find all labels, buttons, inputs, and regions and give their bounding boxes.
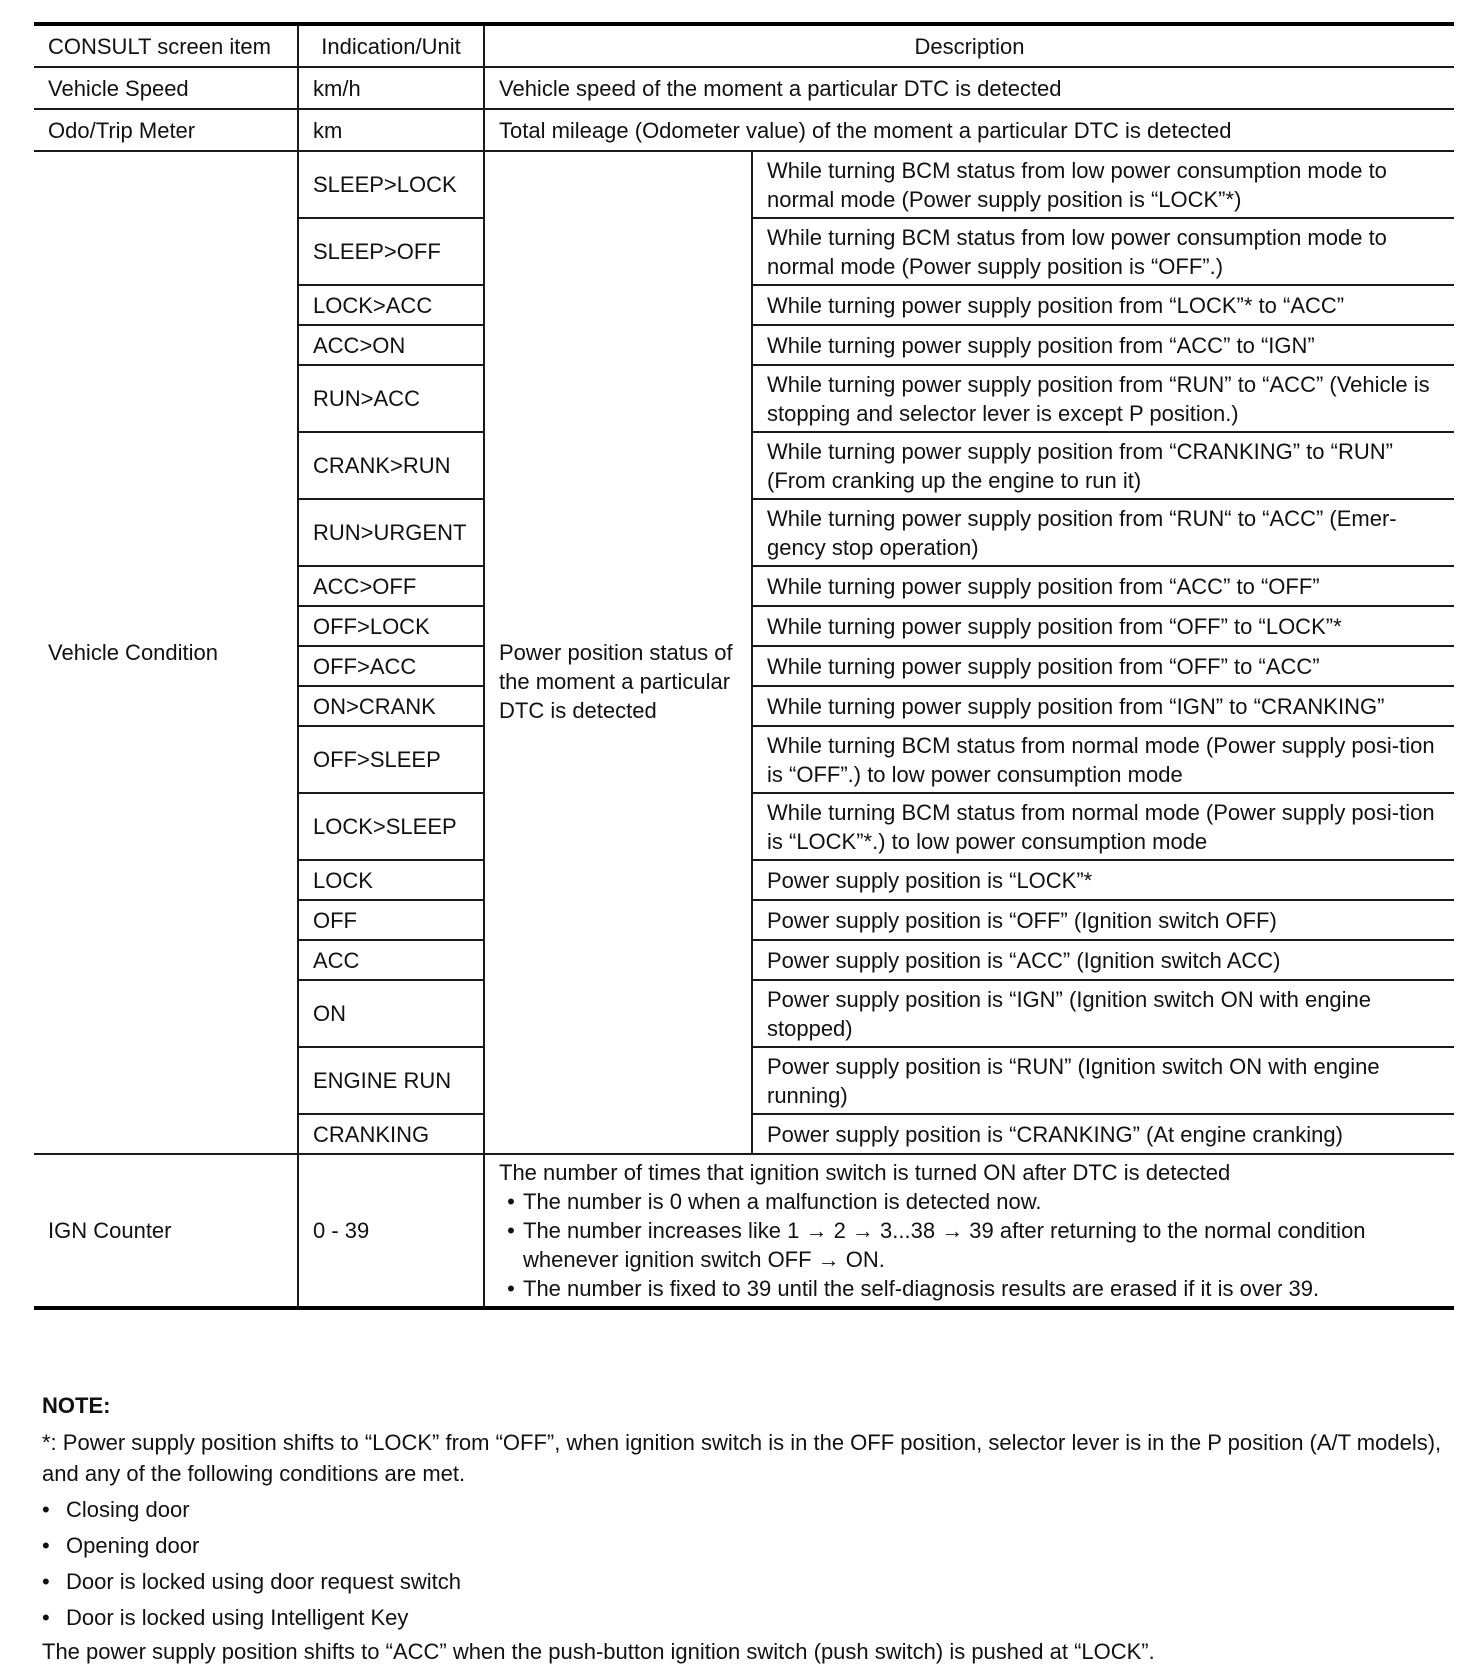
vehicle-speed-item: Vehicle Speed	[34, 67, 298, 109]
bullet-icon: •	[507, 1276, 515, 1301]
vehicle-condition-description: While turning power supply position from “OFF” to “LOCK”*	[752, 606, 1454, 646]
bullet-icon: •	[42, 1605, 50, 1630]
vehicle-condition-state: RUN>URGENT	[298, 499, 484, 566]
list-item	[499, 1274, 1440, 1303]
vehicle-condition-item: Vehicle Condition	[34, 151, 298, 1154]
vehicle-condition-description: While turning power supply position from “CRANKING” to “RUN” (From cranking up the engine to run it)	[752, 432, 1454, 499]
odo-unit: km	[298, 109, 484, 151]
vehicle-condition-description: While turning BCM status from low power consumption mode to normal mode (Power supply position is “LOCK”*)	[752, 151, 1454, 218]
table-row	[34, 1154, 1454, 1308]
bullet-icon: •	[507, 1218, 515, 1243]
vehicle-condition-state: SLEEP>LOCK	[298, 151, 484, 218]
note-title: NOTE:	[42, 1393, 111, 1418]
note-item-text: Door is locked using door request switch	[66, 1569, 461, 1594]
list-item	[42, 1566, 1454, 1597]
table-row	[34, 67, 1454, 109]
vehicle-condition-description: While turning power supply position from “RUN” to “ACC” (Vehicle is stopping and selector lever is except P position.)	[752, 365, 1454, 432]
vehicle-condition-description: Power supply position is “IGN” (Ignition switch ON with engine stopped)	[752, 980, 1454, 1047]
odo-item: Odo/Trip Meter	[34, 109, 298, 151]
ign-counter-intro: The number of times that ignition switch is turned ON after DTC is detected	[499, 1160, 1231, 1185]
bullet-icon: •	[42, 1569, 50, 1594]
list-item	[499, 1187, 1440, 1216]
list-item	[42, 1530, 1454, 1561]
vehicle-condition-state: LOCK>ACC	[298, 285, 484, 325]
vehicle-condition-state: CRANK>RUN	[298, 432, 484, 499]
vehicle-condition-description: While turning power supply position from “LOCK”* to “ACC”	[752, 285, 1454, 325]
vehicle-condition-state: RUN>ACC	[298, 365, 484, 432]
vehicle-condition-state: ON>CRANK	[298, 686, 484, 726]
vehicle-condition-group-description: Power position status of the moment a particular DTC is detected	[484, 151, 752, 1154]
note-list	[42, 1494, 1454, 1633]
vehicle-condition-row	[34, 151, 1454, 218]
vehicle-condition-state: SLEEP>OFF	[298, 218, 484, 285]
ign-counter-item: IGN Counter	[34, 1154, 298, 1308]
vehicle-condition-state: OFF>ACC	[298, 646, 484, 686]
vehicle-condition-state: LOCK	[298, 860, 484, 900]
ign-bullet-text: The number is 0 when a malfunction is detected now.	[523, 1189, 1042, 1214]
bullet-icon: •	[42, 1533, 50, 1558]
ign-counter-description	[484, 1154, 1454, 1308]
ign-bullet-text: The number is fixed to 39 until the self-diagnosis results are erased if it is over 39.	[523, 1276, 1320, 1301]
header-description: Description	[484, 24, 1454, 67]
vehicle-condition-state: CRANKING	[298, 1114, 484, 1154]
header-unit: Indication/Unit	[298, 24, 484, 67]
vehicle-condition-state: ENGINE RUN	[298, 1047, 484, 1114]
vehicle-condition-description: Power supply position is “RUN” (Ignition switch ON with engine running)	[752, 1047, 1454, 1114]
vehicle-condition-state: ACC	[298, 940, 484, 980]
vehicle-condition-description: While turning BCM status from normal mode (Power supply posi-tion is “LOCK”*.) to low power consumption mode	[752, 793, 1454, 860]
vehicle-condition-description: Power supply position is “CRANKING” (At engine cranking)	[752, 1114, 1454, 1154]
header-item: CONSULT screen item	[34, 24, 298, 67]
vehicle-condition-description: While turning power supply position from “ACC” to “IGN”	[752, 325, 1454, 365]
note-text: *: Power supply position shifts to “LOCK” from “OFF”, when ignition switch is in the OFF position, selector lever is in the P position (A/T models), and any of the following conditions are met.	[42, 1430, 1442, 1486]
vehicle-condition-state: ON	[298, 980, 484, 1047]
vehicle-condition-description: While turning power supply position from “IGN” to “CRANKING”	[752, 686, 1454, 726]
note-footer: The power supply position shifts to “ACC” when the push-button ignition switch (push switch) is pushed at “LOCK”.	[42, 1639, 1155, 1664]
vehicle-condition-description: While turning BCM status from low power consumption mode to normal mode (Power supply position is “OFF”.)	[752, 218, 1454, 285]
list-item	[499, 1216, 1440, 1274]
list-item	[42, 1494, 1454, 1525]
vehicle-condition-state: ACC>OFF	[298, 566, 484, 606]
consult-data-table	[34, 22, 1454, 1310]
vehicle-speed-unit: km/h	[298, 67, 484, 109]
note-item-text: Door is locked using Intelligent Key	[66, 1605, 409, 1630]
table-row	[34, 109, 1454, 151]
list-item	[42, 1602, 1454, 1633]
header-row	[34, 24, 1454, 67]
vehicle-condition-state: ACC>ON	[298, 325, 484, 365]
vehicle-condition-state: OFF>SLEEP	[298, 726, 484, 793]
vehicle-condition-description: While turning power supply position from “OFF” to “ACC”	[752, 646, 1454, 686]
note-item-text: Closing door	[66, 1497, 190, 1522]
vehicle-condition-description: Power supply position is “LOCK”*	[752, 860, 1454, 900]
bullet-icon: •	[42, 1497, 50, 1522]
bullet-icon: •	[507, 1189, 515, 1214]
note-item-text: Opening door	[66, 1533, 200, 1558]
vehicle-condition-state: OFF	[298, 900, 484, 940]
odo-description: Total mileage (Odometer value) of the moment a particular DTC is detected	[484, 109, 1454, 151]
vehicle-condition-state: LOCK>SLEEP	[298, 793, 484, 860]
vehicle-condition-description: While turning power supply position from “ACC” to “OFF”	[752, 566, 1454, 606]
vehicle-condition-description: Power supply position is “OFF” (Ignition switch OFF)	[752, 900, 1454, 940]
vehicle-condition-description: Power supply position is “ACC” (Ignition switch ACC)	[752, 940, 1454, 980]
ign-bullet-text: The number increases like 1 → 2 → 3...38 → 39 after returning to the normal condition whenever ignition switch OFF → ON.	[523, 1218, 1366, 1272]
ign-counter-unit: 0 - 39	[298, 1154, 484, 1308]
vehicle-speed-description: Vehicle speed of the moment a particular DTC is detected	[484, 67, 1454, 109]
vehicle-condition-description: While turning power supply position from “RUN“ to “ACC” (Emer-gency stop operation)	[752, 499, 1454, 566]
vehicle-condition-description: While turning BCM status from normal mode (Power supply posi-tion is “OFF”.) to low power consumption mode	[752, 726, 1454, 793]
vehicle-condition-state: OFF>LOCK	[298, 606, 484, 646]
note-section	[42, 1390, 1454, 1667]
